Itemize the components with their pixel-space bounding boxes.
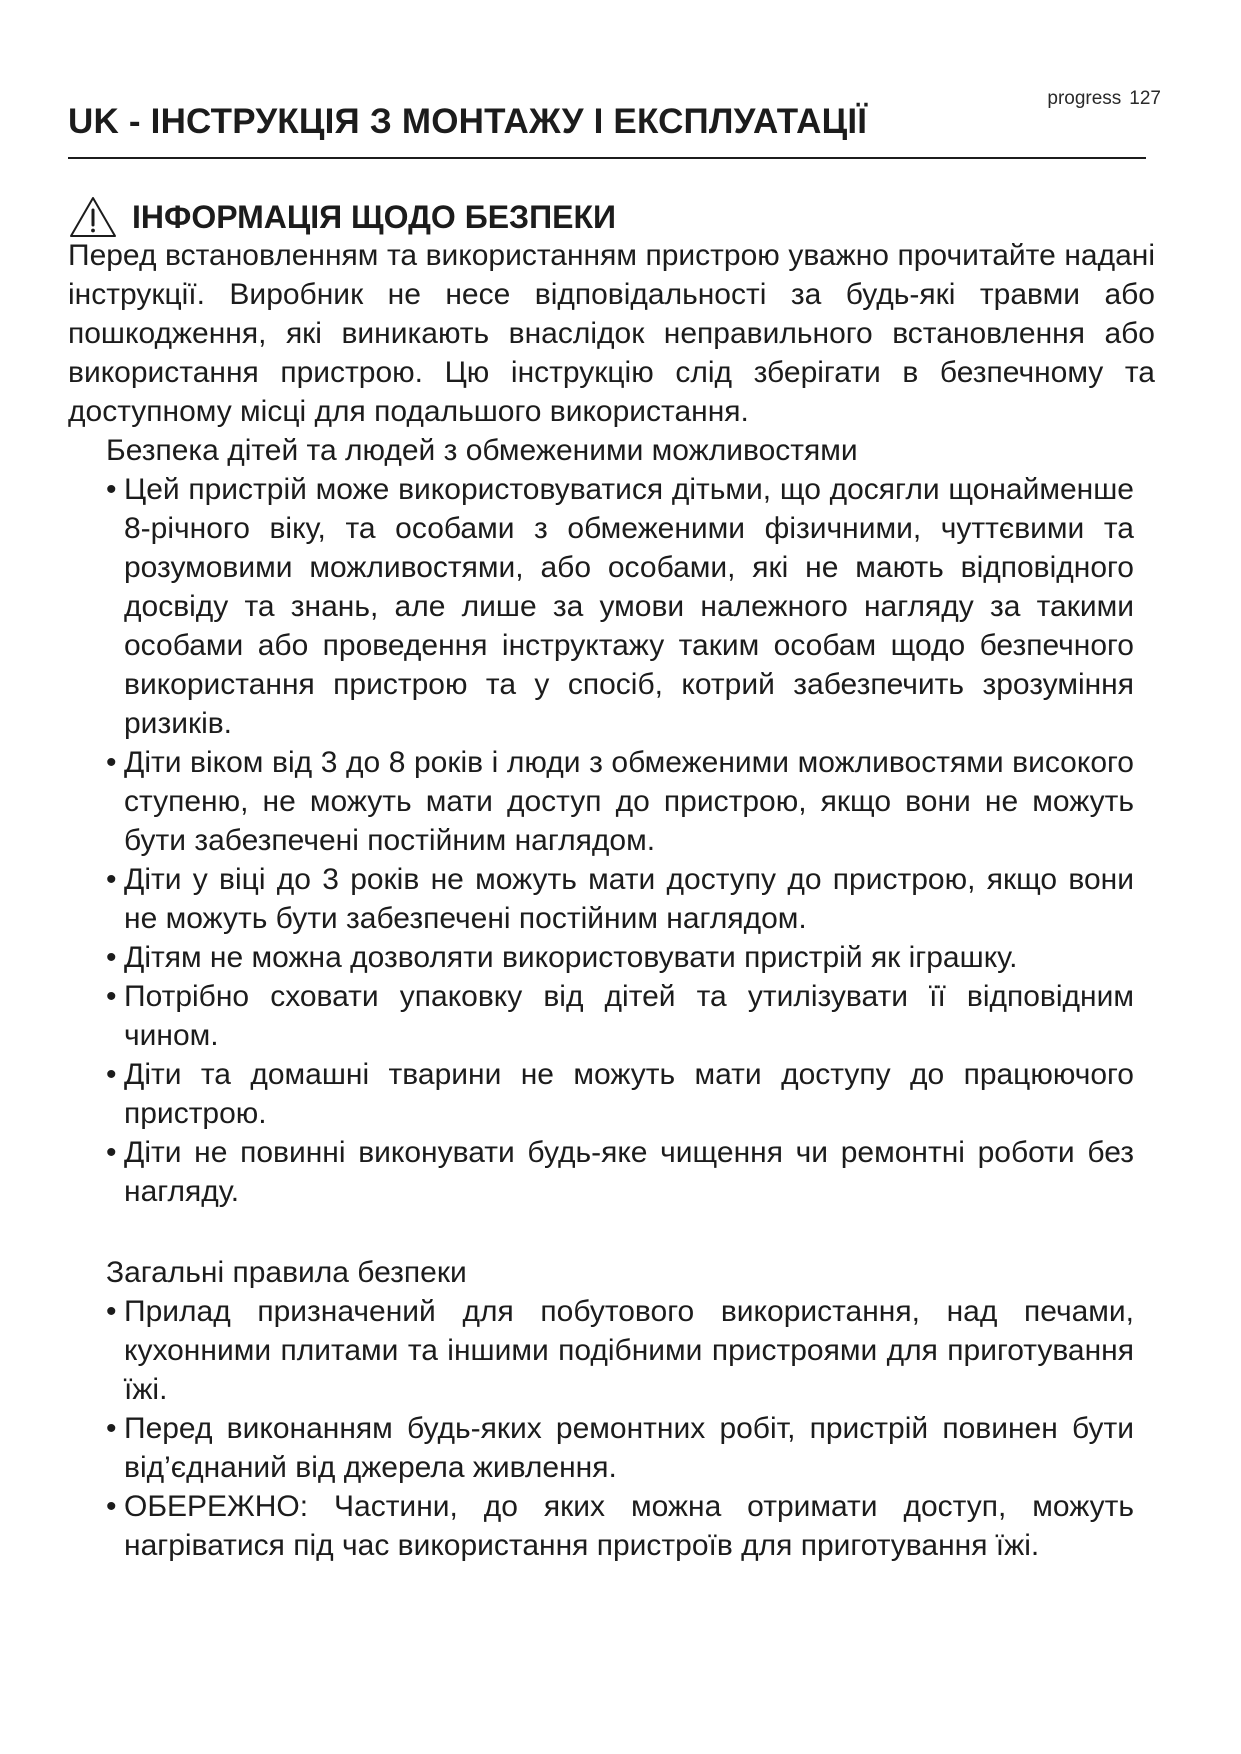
list-item-text: Перед виконанням будь-яких ремонтних робіт, пристрій повинен бути від’єднаний від джерела живлення. bbox=[124, 1412, 1134, 1484]
list-item-text: Дітям не можна дозволяти використовувати пристрій як іграшку. bbox=[124, 941, 1018, 974]
bullet: • bbox=[106, 1058, 117, 1091]
document-body bbox=[68, 236, 1158, 1565]
bullet: • bbox=[106, 1412, 117, 1445]
general-safety-list bbox=[68, 1292, 1134, 1565]
title-divider bbox=[68, 157, 1146, 159]
warning-triangle-icon bbox=[68, 195, 118, 239]
list-item bbox=[106, 1133, 1134, 1211]
bullet: • bbox=[106, 473, 117, 506]
bullet: • bbox=[106, 746, 117, 779]
bullet: • bbox=[106, 863, 117, 896]
list-item-text: Діти та домашні тварини не можуть мати доступу до працюючого пристрою. bbox=[124, 1058, 1134, 1130]
section-heading-text: ІНФОРМАЦІЯ ЩОДО БЕЗПЕКИ bbox=[132, 198, 616, 235]
brand-name: progress bbox=[1047, 88, 1122, 109]
list-item-text: Цей пристрій може використовуватися дітьми, що досягли щонайменше 8-річного віку, та особами з обмеженими фізичними, чуттєвими та розумовими можливостями, або особами, які не мають відповідного досвіду та знань, але лише за умови належного нагляду за такими особами або проведення інструктажу таким особам щодо безпечного використання пристрою та у спосіб, котрий забезпечить зрозуміння ризиків. bbox=[124, 473, 1134, 740]
list-item-text: Діти у віці до 3 років не можуть мати доступу до пристрою, якщо вони не можуть бути забезпечені постійним наглядом. bbox=[124, 863, 1134, 935]
bullet: • bbox=[106, 980, 117, 1013]
list-item-text: Діти не повинні виконувати будь-яке чищення чи ремонтні роботи без нагляду. bbox=[124, 1136, 1134, 1208]
bullet: • bbox=[106, 1490, 117, 1523]
list-item bbox=[106, 470, 1134, 743]
list-item-text: Потрібно сховати упаковку від дітей та утилізувати її відповідним чином. bbox=[124, 980, 1134, 1052]
list-item bbox=[106, 743, 1134, 860]
list-item bbox=[106, 977, 1134, 1055]
bullet: • bbox=[106, 1136, 117, 1169]
list-item bbox=[106, 938, 1134, 977]
section-heading bbox=[68, 195, 616, 239]
paragraph-spacer bbox=[68, 1211, 1158, 1253]
list-item bbox=[106, 860, 1134, 938]
list-item-text: Прилад призначений для побутового використання, над печами, кухонними плитами та іншими подібними пристроями для приготування їжі. bbox=[124, 1295, 1134, 1406]
bullet: • bbox=[106, 1295, 117, 1328]
list-item bbox=[106, 1487, 1134, 1565]
page-number: 127 bbox=[1129, 88, 1161, 109]
children-safety-heading: Безпека дітей та людей з обмеженими можливостями bbox=[106, 434, 858, 467]
list-item bbox=[106, 1292, 1134, 1409]
list-item bbox=[106, 1055, 1134, 1133]
list-item-text: Діти віком від 3 до 8 років і люди з обмеженими можливостями високого ступеню, не можуть мати доступ до пристрою, якщо вони не можуть бути забезпечені постійним наглядом. bbox=[124, 746, 1134, 857]
intro-paragraph: Перед встановленням та використанням пристрою уважно прочитайте надані інструкції. Виробник не несе відповідальності за будь-які травми або пошкодження, які виникають внаслідок неправильного встановлення або використання пристрою. Цю інструкцію слід зберігати в безпечному та доступному місці для подальшого використання. bbox=[68, 239, 1155, 428]
list-item bbox=[106, 1409, 1134, 1487]
document-title: UK - ІНСТРУКЦІЯ З МОНТАЖУ І ЕКСПЛУАТАЦІЇ bbox=[68, 102, 868, 141]
list-item-text: ОБЕРЕЖНО: Частини, до яких можна отримати доступ, можуть нагріватися під час використання пристроїв для приготування їжі. bbox=[124, 1490, 1134, 1562]
children-safety-list bbox=[68, 470, 1134, 1211]
bullet: • bbox=[106, 941, 117, 974]
general-safety-heading: Загальні правила безпеки bbox=[106, 1256, 467, 1289]
